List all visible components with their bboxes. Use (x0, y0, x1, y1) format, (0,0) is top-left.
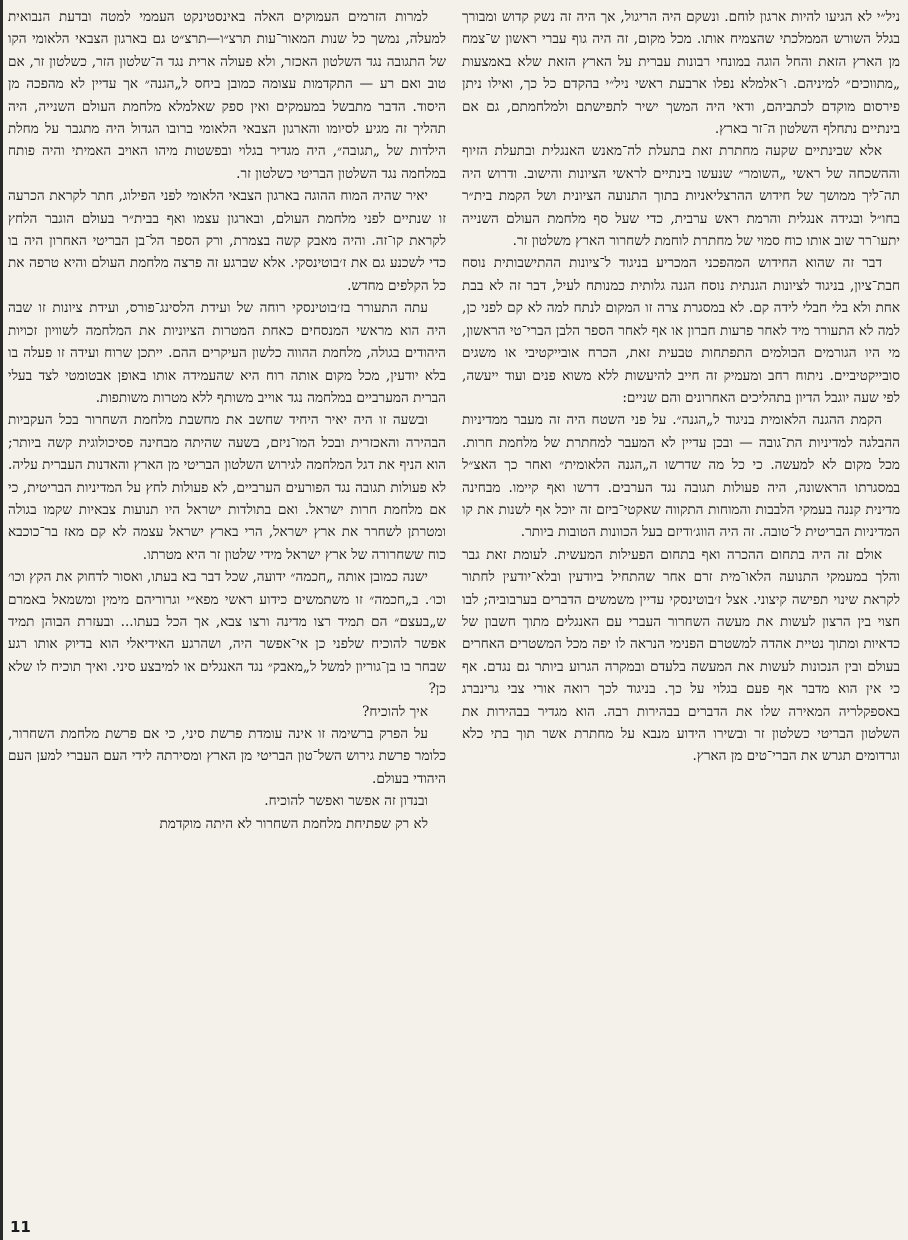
page-number: 11 (10, 1218, 31, 1236)
paragraph: על הפרק ברשימה זו אינה עומדת פרשת סיני, כי אם פרשת מלחמת השחרור, כלומר פרשת גירוש השל־טון הבריטי מן הארץ ומסירתה לידי העם העברי למען העם היהודי בעולם. (8, 726, 446, 787)
paragraph: איך להוכיח? (362, 703, 428, 720)
left-column (8, 6, 446, 1212)
page-edge-shadow (0, 0, 3, 1240)
right-column (462, 6, 900, 1212)
paragraph: ובנדון זה אפשר ואפשר להוכיח. (264, 793, 428, 810)
text-columns (8, 6, 900, 1212)
paragraph: למרות הזרמים העמוקים האלה באינסטינקט העממי למטה ובדעת הנבואית למעלה, נמשך כל שנות המאור־עות תרצ״ו—תרצ״ט גם בארגון הצבאי הלאומי הקו של התגובה נגד השלטון האכזר, ולא פעולה ארית נגד ה־שלטון הזר, כשלטון זר, אם טוב ואם רע — התקדמות עצומה כמובן ביחס ל„הגנה״ אך עדיין לא מהפכה מן היסוד. הדבר מתבשל במעמקים ואין ספק שאלמלא מלחמת העולם השנייה, היה תהליך זה מגיע לסיומו והארגון הצבאי הלאומי ברובו הגדול היה מתגבר על מחלת הילדות של „תגובה״, היה מגדיר בגלוי ובפשטות מיהו האויב האמיתי והיה פותח במלחמה נגד השלטון הבריטי כשלטון זר. (8, 9, 446, 182)
paragraph: אלא שבינתיים שקעה מחתרת זאת בתעלת לה־מאנש האנגלית ובתעלת הזיוף וההשכחה של ראשי „השומר״ שנעשו בינתיים לראשי הציונות והישוב. ודרוש היה תה־ליך ממושך של חידוש ההרצליאניות בתוך התנועה הציונית ושל הקמת בית״ר בחו״ל ובגידה אנגלית והרמת ראש ערבית, כדי שעל סף מלחמת העולם השנייה יתעו־רר שוב אותו כוח סמוי של מחתרת לוחמת לשחרור הארץ משלטון זר. (462, 143, 900, 250)
paragraph: הקמת ההגנה הלאומית בניגוד ל„הגנה״. על פני השטח היה זה מעבר ממדיניות ההבלגה למדיניות הת־גובה — ובכן עדיין לא המעבר למחתרת של מלחמת חרות. מכל מקום לא למעשה. כי כל מה שדרשו ה„הגנה הלאומית״ ואחר כך האצ״ל במסגרתו הראשונה, היה פעולות תגובה נגד הערבים. דרשו ואף קיימו. מבחינה מדינית קננה בעמקי הלבבות והמוחות התקווה שאקטי־ביזם זה יוכל אף לשנות את קו המדיניות הבריטית ל־טובה. זה היה הווג׳ודיזם בעל הכוונות הטובות ביותר. (462, 412, 900, 541)
paragraph: אולם זה היה בתחום ההכרה ואף בתחום הפעילות המעשית. לעומת זאת גבר והלך במעמקי התנועה הלאו־מית זרם אחר שהתחיל ביודעין ובלא־יודעין לחתור לקראת שינוי תפישה קיצוני. אצל ז׳בוטינסקי עדיין משמשים הדברים בערבוביה; לבו חצוי בין הרצון לעשות את מעשה השחרור העברי עם האנגלים מתוך חשבון של כדאיות ומתוך נטיית אהדה למשטרם הפנימי הנראה לו יפה מכל המשטרים האחרים בעולם ובין הנכונות לעשות את המעשה בלעדם ובמקרה הגרוע ביותר גם נגדם. אף כי אין הוא מדבר אף פעם בגלוי על כך. בניגוד לכך רואה אורי צבי גרינברג באספקלריה המאירה שלו את הדברים בבהירות רבה. הוא מגדיר בבהירות את השלטון הבריטי כשלטון זר ובשירו הידוע מנבא על מחתרת אשר תוך בתי כלא וגרדומים תגרש את הברי־טים מן הארץ. (462, 546, 900, 765)
paragraph: דבר זה שהוא החידוש המהפכני המכריע בניגוד ל־ציונות ההתישבותית נוסח חבת־ציון, בניגוד לציונות הגנתית נוסח הגנה גלותית כמנותח לעיל, דבר זה לא בבת אחת ולא בלי חבלי לידה קם. לא במסגרת צרה זו המקום לנתח למה לא קם לפני כן, למה לא התעורר מיד לאחר פרעות חברון או אף לאחר הספר הלבן הברי־טי הראשון, מי היו הגורמים הבולמים התפתחות טבעית זאת, הכרח אובייקטיבי או משגים סובייקטיביים. ניתוח רחב ומעמיק זה חייב להיעשות ללא משוא פנים ועוד ייעשה, לפי שעה יוגבל הדיון בתהליכים האחרונים והם שניים: (462, 255, 900, 406)
paragraph: לא רק שפתיחת מלחמת השחרור לא היתה מוקדמת (159, 815, 428, 832)
paragraph: ישנה כמובן אותה „חכמה״ ידועה, שכל דבר בא בעתו, ואסור לדחוק את הקץ וכו׳ וכו׳. ב„חכמה״ זו משתמשים כידוע ראשי מפא״י וגרוריהם מימין ומשמאל באמרם ש„בעצם״ הם תמיד רצו מדינה ורצו צבא, אך הכל בעתו... ובעזרת הבוהן תמיד אפשר להוכיח שלפני כן אי־אפשר היה, ושהרגע האידיאלי הוא בדיוק אותו רגע שבחר בו בן־גוריון למשל ל„מאבק״ נגד האנגלים או למיבצע סיני. ואיך תוכיח לו שלא כן? (8, 569, 446, 698)
paragraph: עתה התעורר בז׳בוטינסקי רוחה של ועידת הלסינג־פורס, ועידת ציונות זו שבה היה הוא מראשי המנסחים כאחת המטרות הציוניות את המלחמה לשוויון זכויות היהודים בגולה, מלחמת ההווה כלשון העיקרים ההם. ייתכן שרוח ועידה זו פעלה בו בלא יודעין, מכל מקום אותה רוח היא שהעמידה אותו באופן אבטומטי לצד בעלי הברית המערביים במלחמה נגד אוייב משותף ללא מטרות משותפות. (8, 300, 446, 406)
paragraph: ניל״י לא הגיעו להיות ארגון לוחם. ונשקם היה הריגול, אך היה זה נשק קדוש ומבורך בגלל השורש הממלכתי שהצמיח אותו. מכל מקום, זה היה גוף עברי ראשון ש־צמח מן הארץ הזאת והחל הוגה במונחי רבונות עברית על הארץ הזאת שלא באמצעות „מתווכים״ למיניהם. ו־אלמלא נפלו ארבעת ראשי ניל״י בהקדם כל כך, ואילו ניתן פירסום מוקדם לכתביהם, ודאי היה המשך ישיר לתפישתם ולמלחמתם, גם אם בינתיים נתחלף השלטון ה־זר בארץ. (462, 9, 900, 138)
paragraph: יאיר שהיה המוח ההוגה בארגון הצבאי הלאומי לפני הפילוג, חתר לקראת הכרעה זו שנתיים לפני מלחמת העולם, ובארגון עצמו ואף בבית״ר בעולם הוגבר הלחץ לקראת קו־זה. והיה מאבק קשה בצמרת, ורק הספר הל־בן הבריטי האחרון היה בו כדי לשכנע גם את ז׳בוטינסקי. אלא שברגע זה פרצה מלחמת העולם והיא טרפה את כל הקלפים מחדש. (8, 188, 446, 294)
paragraph: ובשעה זו היה יאיר היחיד שחשב את מחשבת מלחמת השחרור בכל העקביות הבהירה והאכזרית ובכל המו־ניזם, בשעה שהיתה מבחינה פסיכולוגית קשה ביותר; הוא הניף את דגל המלחמה לגירוש השלטון הבריטי מן הארץ והאדנות העברית עליה. לא פעולות תגובה נגד הפורעים הערביים, לא פעולות לחץ על המדיניות הבריטית, כי אם מלחמת חרות ישראל. ואם בתולדות ישראל היו תנועות צבאיות שקמו בגולה ומטרתן לשחרר את ארץ ישראל, הרי בארץ ישראל עצמה לא קם מאז בר־כוכבא כוח ששחרורה של ארץ ישראל מידי שלטון זר היא מטרתו. (8, 412, 446, 563)
